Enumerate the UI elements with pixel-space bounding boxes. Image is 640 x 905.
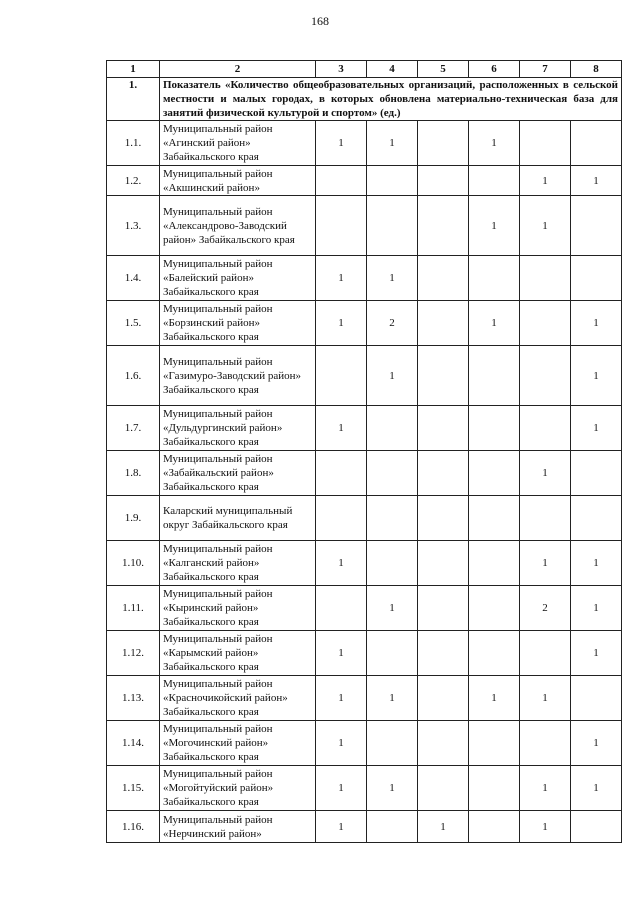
row-number: 1.10. bbox=[107, 541, 160, 586]
value-cell bbox=[469, 811, 520, 843]
value-cell: 1 bbox=[367, 676, 418, 721]
municipality-name: Муниципальный район «Калганский район» Забайкальского края bbox=[160, 541, 316, 586]
column-header: 6 bbox=[469, 61, 520, 78]
section-number: 1. bbox=[107, 78, 160, 121]
table-row bbox=[107, 631, 622, 676]
municipality-name: Муниципальный район «Могойтуйский район» Забайкальского края bbox=[160, 766, 316, 811]
value-cell bbox=[316, 196, 367, 256]
value-cell bbox=[418, 676, 469, 721]
municipality-name: Муниципальный район «Забайкальский район» Забайкальского края bbox=[160, 451, 316, 496]
value-cell: 1 bbox=[571, 586, 622, 631]
value-cell bbox=[469, 721, 520, 766]
value-cell bbox=[469, 496, 520, 541]
value-cell: 1 bbox=[469, 676, 520, 721]
column-header: 8 bbox=[571, 61, 622, 78]
value-cell bbox=[367, 721, 418, 766]
value-cell: 1 bbox=[469, 301, 520, 346]
value-cell: 1 bbox=[571, 721, 622, 766]
page-number: 168 bbox=[311, 14, 329, 28]
value-cell bbox=[367, 496, 418, 541]
section-title: Показатель «Количество общеобразовательных организаций, расположенных в сельской местности и малых городах, в которых обновлена материально-техническая база для занятий физической культурой и спортом» (ед.) bbox=[160, 78, 622, 121]
table-row bbox=[107, 811, 622, 843]
table-row bbox=[107, 451, 622, 496]
value-cell: 1 bbox=[520, 766, 571, 811]
value-cell bbox=[520, 346, 571, 406]
value-cell bbox=[520, 301, 571, 346]
value-cell bbox=[520, 121, 571, 166]
value-cell: 1 bbox=[520, 451, 571, 496]
value-cell bbox=[571, 256, 622, 301]
municipality-name: Муниципальный район «Карымский район» Забайкальского края bbox=[160, 631, 316, 676]
value-cell: 1 bbox=[520, 676, 571, 721]
table-row bbox=[107, 541, 622, 586]
value-cell bbox=[316, 586, 367, 631]
column-header: 4 bbox=[367, 61, 418, 78]
value-cell: 1 bbox=[316, 631, 367, 676]
municipality-name: Каларский муниципальный округ Забайкальского края bbox=[160, 496, 316, 541]
value-cell bbox=[316, 166, 367, 196]
table-row bbox=[107, 721, 622, 766]
row-number: 1.14. bbox=[107, 721, 160, 766]
value-cell: 1 bbox=[367, 121, 418, 166]
value-cell bbox=[367, 631, 418, 676]
value-cell: 1 bbox=[520, 811, 571, 843]
value-cell bbox=[520, 256, 571, 301]
table-row bbox=[107, 301, 622, 346]
row-number: 1.11. bbox=[107, 586, 160, 631]
section-row bbox=[107, 78, 622, 121]
value-cell bbox=[418, 196, 469, 256]
value-cell bbox=[469, 541, 520, 586]
table-row bbox=[107, 346, 622, 406]
value-cell bbox=[571, 196, 622, 256]
value-cell bbox=[418, 166, 469, 196]
value-cell bbox=[571, 496, 622, 541]
value-cell: 1 bbox=[469, 121, 520, 166]
table-row bbox=[107, 676, 622, 721]
table-row bbox=[107, 406, 622, 451]
column-header: 1 bbox=[107, 61, 160, 78]
table-row bbox=[107, 766, 622, 811]
row-number: 1.1. bbox=[107, 121, 160, 166]
column-header: 7 bbox=[520, 61, 571, 78]
municipality-name: Муниципальный район «Александрово-Заводский район» Забайкальского края bbox=[160, 196, 316, 256]
value-cell: 1 bbox=[571, 346, 622, 406]
value-cell: 1 bbox=[316, 301, 367, 346]
municipality-name: Муниципальный район «Агинский район» Забайкальского края bbox=[160, 121, 316, 166]
row-number: 1.12. bbox=[107, 631, 160, 676]
value-cell: 1 bbox=[367, 586, 418, 631]
value-cell bbox=[418, 496, 469, 541]
value-cell: 1 bbox=[316, 811, 367, 843]
value-cell: 1 bbox=[571, 631, 622, 676]
value-cell: 1 bbox=[520, 541, 571, 586]
municipality-name: Муниципальный район «Нерчинский район» bbox=[160, 811, 316, 843]
value-cell bbox=[469, 346, 520, 406]
value-cell: 1 bbox=[367, 766, 418, 811]
value-cell: 1 bbox=[316, 256, 367, 301]
value-cell bbox=[367, 166, 418, 196]
value-cell: 1 bbox=[418, 811, 469, 843]
municipality-name: Муниципальный район «Балейский район» Забайкальского края bbox=[160, 256, 316, 301]
value-cell bbox=[469, 631, 520, 676]
value-cell bbox=[367, 541, 418, 586]
column-header: 3 bbox=[316, 61, 367, 78]
value-cell bbox=[418, 121, 469, 166]
value-cell bbox=[469, 451, 520, 496]
value-cell bbox=[418, 721, 469, 766]
value-cell bbox=[367, 406, 418, 451]
data-table bbox=[106, 60, 622, 843]
value-cell bbox=[316, 496, 367, 541]
column-header: 2 bbox=[160, 61, 316, 78]
row-number: 1.15. bbox=[107, 766, 160, 811]
value-cell bbox=[469, 586, 520, 631]
value-cell: 1 bbox=[367, 346, 418, 406]
value-cell: 1 bbox=[316, 541, 367, 586]
value-cell: 2 bbox=[367, 301, 418, 346]
municipality-name: Муниципальный район «Кыринский район» Забайкальского края bbox=[160, 586, 316, 631]
value-cell bbox=[418, 451, 469, 496]
row-number: 1.8. bbox=[107, 451, 160, 496]
municipality-name: Муниципальный район «Акшинский район» bbox=[160, 166, 316, 196]
value-cell bbox=[418, 406, 469, 451]
table-row bbox=[107, 496, 622, 541]
value-cell bbox=[418, 586, 469, 631]
value-cell bbox=[469, 766, 520, 811]
value-cell: 1 bbox=[571, 766, 622, 811]
row-number: 1.3. bbox=[107, 196, 160, 256]
row-number: 1.4. bbox=[107, 256, 160, 301]
municipality-name: Муниципальный район «Газимуро-Заводский район» Забайкальского края bbox=[160, 346, 316, 406]
row-number: 1.2. bbox=[107, 166, 160, 196]
value-cell: 1 bbox=[316, 721, 367, 766]
value-cell bbox=[571, 451, 622, 496]
table-row bbox=[107, 166, 622, 196]
value-cell: 1 bbox=[316, 766, 367, 811]
table-row bbox=[107, 196, 622, 256]
table-row bbox=[107, 586, 622, 631]
value-cell: 1 bbox=[571, 406, 622, 451]
header-row bbox=[107, 61, 622, 78]
value-cell bbox=[316, 451, 367, 496]
value-cell bbox=[418, 541, 469, 586]
municipality-name: Муниципальный район «Борзинский район» Забайкальского края bbox=[160, 301, 316, 346]
value-cell bbox=[520, 721, 571, 766]
value-cell bbox=[418, 631, 469, 676]
value-cell: 1 bbox=[571, 301, 622, 346]
value-cell: 1 bbox=[367, 256, 418, 301]
row-number: 1.5. bbox=[107, 301, 160, 346]
value-cell bbox=[367, 451, 418, 496]
column-header: 5 bbox=[418, 61, 469, 78]
row-number: 1.7. bbox=[107, 406, 160, 451]
municipality-name: Муниципальный район «Красночикойский район» Забайкальского края bbox=[160, 676, 316, 721]
row-number: 1.13. bbox=[107, 676, 160, 721]
value-cell bbox=[469, 256, 520, 301]
municipality-name: Муниципальный район «Дульдургинский район» Забайкальского края bbox=[160, 406, 316, 451]
table-row bbox=[107, 121, 622, 166]
municipality-name: Муниципальный район «Могочинский район» Забайкальского края bbox=[160, 721, 316, 766]
value-cell: 2 bbox=[520, 586, 571, 631]
value-cell: 1 bbox=[520, 166, 571, 196]
value-cell bbox=[520, 496, 571, 541]
row-number: 1.6. bbox=[107, 346, 160, 406]
value-cell bbox=[418, 256, 469, 301]
row-number: 1.16. bbox=[107, 811, 160, 843]
row-number: 1.9. bbox=[107, 496, 160, 541]
value-cell: 1 bbox=[316, 676, 367, 721]
value-cell: 1 bbox=[571, 541, 622, 586]
value-cell bbox=[469, 406, 520, 451]
value-cell bbox=[520, 406, 571, 451]
value-cell bbox=[571, 811, 622, 843]
value-cell bbox=[571, 121, 622, 166]
value-cell: 1 bbox=[469, 196, 520, 256]
value-cell bbox=[520, 631, 571, 676]
value-cell bbox=[418, 346, 469, 406]
value-cell bbox=[367, 811, 418, 843]
value-cell bbox=[316, 346, 367, 406]
value-cell: 1 bbox=[520, 196, 571, 256]
table-row bbox=[107, 256, 622, 301]
value-cell bbox=[418, 766, 469, 811]
value-cell bbox=[571, 676, 622, 721]
value-cell bbox=[418, 301, 469, 346]
value-cell bbox=[367, 196, 418, 256]
value-cell: 1 bbox=[316, 406, 367, 451]
value-cell: 1 bbox=[316, 121, 367, 166]
value-cell bbox=[469, 166, 520, 196]
value-cell: 1 bbox=[571, 166, 622, 196]
